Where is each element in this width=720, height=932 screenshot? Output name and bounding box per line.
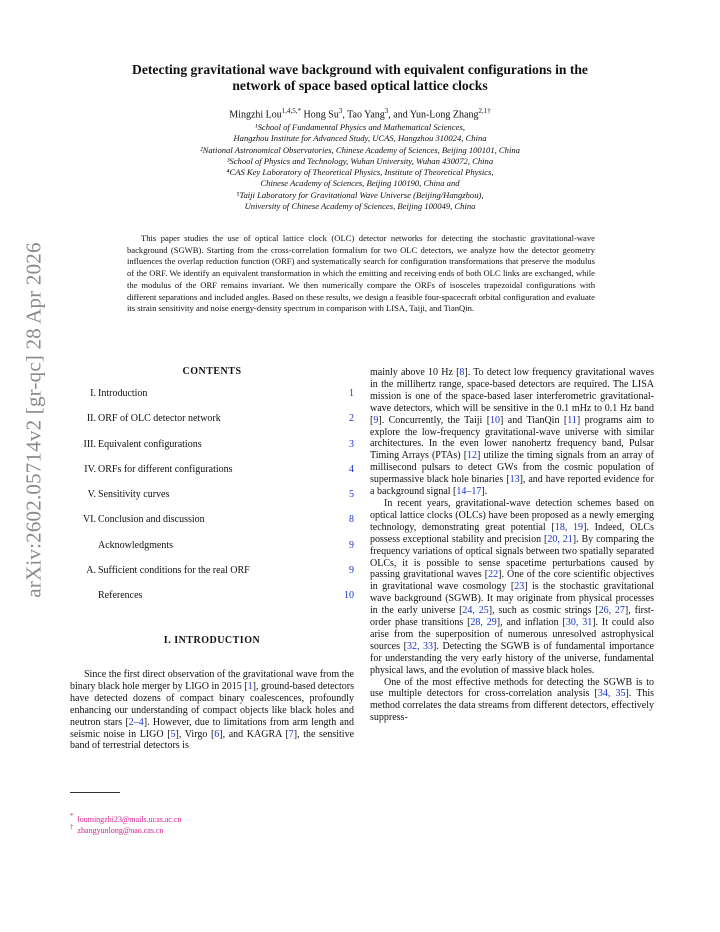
affiliation-line: ¹School of Fundamental Physics and Mathematical Sciences,: [255, 122, 465, 132]
email-link[interactable]: zhangyunlong@nao.cas.cn: [77, 826, 164, 835]
toc-number: IV.: [84, 463, 96, 475]
toc-entry-sensitivity-curves[interactable]: [70, 489, 354, 514]
toc-number: II.: [86, 413, 96, 425]
introduction-paragraph: mainly above 10 Hz [8]. To detect low frequency gravitational waves in the millihertz range, space-based detectors are required. The LISA mission is one of the space-based laser interferometric gravitational-wave detectors, which will be sensitive in the 0.1 mHz to 0.1 Hz band [9]. Concurrently, the Taiji [10] and TianQin [11] programs aim to explore the low-frequency gravitational-wave universe with similar architectures. In the even lower nanohertz frequency band, Pulsar Timing Arrays (PTAs) [12] utilize the timing signals from an array of millisecond pulsars to detect GWs from the cosmic population of supermassive black hole binaries [13], and have reported evidence for a background signal [14–17].: [370, 367, 655, 498]
introduction-paragraph: In recent years, gravitational-wave detection schemes based on optical lattice clocks (OLCs) have been proposed as a newly emerging technology, demonstrating great potential [18, 19]. Indeed, OLCs possess exceptional stability and precision [20, 21]. By comparing the frequency variations of optical signals between two spatially separated OLCs, it is possible to sense spacetime perturbations caused by passing gravitational waves [22]. One of the core scientific objectives in gravitational wave cosmology [23] is the stochastic gravitational wave background (SGWB). It may originate from physical processes in the early universe [24, 25], such as cosmic strings [26, 27], first-order phase transitions [28, 29], and inflation [30, 31]. It could also arise from the superposition of numerous unresolved astrophysical sources [32, 33]. Detecting the SGWB is of fundamental importance for understanding the very early history of the universe, fundamental physical laws, and the evolution of massive black holes.: [370, 497, 655, 676]
arxiv-sidebar: [14, 200, 54, 640]
section-heading-introduction: I. INTRODUCTION: [163, 635, 261, 646]
toc-number: VI.: [82, 514, 96, 526]
toc-entry-introduction[interactable]: [70, 388, 354, 413]
toc-page-link[interactable]: 5: [349, 489, 354, 501]
affiliation-marker: 3: [384, 107, 389, 115]
toc-entry-references[interactable]: [70, 590, 354, 615]
author-list: Mingzhi Lou$^{1,4,5,*}$ Hong Su$^3$, Tao Yang$^3$, and Yun-Long Zhang$^{2,1\dagger}$: [229, 107, 491, 121]
toc-label: ORF of OLC detector network: [98, 413, 221, 425]
affiliation-line: Chinese Academy of Sciences, Beijing 100190, China and: [260, 178, 460, 189]
citation-link[interactable]: 12: [467, 450, 478, 462]
toc-label: Sensitivity curves: [98, 489, 170, 501]
citation-link[interactable]: 34, 35: [597, 688, 626, 700]
paper-title-line-2: network of space based optical lattice clocks: [232, 78, 488, 93]
toc-label: References: [98, 590, 143, 602]
affiliation-line: Hangzhou Institute for Advanced Study, UCAS, Hangzhou 310024, China: [233, 133, 487, 144]
footnotes: [70, 814, 182, 836]
toc-number: A.: [86, 565, 96, 577]
paper-title-line-1: Detecting gravitational wave background with equivalent configurations in the: [132, 62, 588, 77]
citation-link[interactable]: 18, 19: [554, 521, 584, 533]
footnote-mark: *: [70, 812, 74, 821]
toc-label: Acknowledgments: [98, 539, 173, 551]
toc-entry-orfs-configurations[interactable]: [70, 464, 354, 489]
toc-number: III.: [83, 438, 96, 450]
toc-page-link[interactable]: 9: [349, 539, 354, 551]
abstract: This paper studies the use of optical lattice clock (OLC) detector networks for detecting the stochastic gravitational-wave background (SGWB). Starting from the cross-correlation formalism for two OLC detectors, we analyze how the detector geometry influences the overlap reduction function (ORF) and systematically search for configuration transformations that preserve the modulus of the ORF. We identify an equivalent transformation in which the emitting and receiving ends of both OLC links are exchanged, while the modulus of the ORF remains invariant. We then numerically compare the ORFs of isosceles trapezoidal configurations with different separations and included angles. Based on these results, we design a feasible four-spacecraft orbital configuration and evaluate its strain sensitivity and noise energy-density spectrum in comparison with LISA, Taiji, and TianQin.: [127, 233, 595, 314]
affiliation-line: ⁴CAS Key Laboratory of Theoretical Physics, Institute of Theoretical Physics,: [226, 167, 494, 178]
citation-link[interactable]: 5: [170, 728, 176, 740]
toc-entry-conclusion[interactable]: [70, 514, 354, 539]
footnote-email: [70, 825, 182, 836]
affiliation-line: ⁵Taiji Laboratory for Gravitational Wave Universe (Beijing/Hangzhou),: [236, 189, 484, 200]
toc-entry-orf[interactable]: [70, 413, 354, 438]
toc-number: V.: [87, 489, 96, 501]
citation-link[interactable]: 7: [288, 728, 294, 740]
toc-entry-acknowledgments[interactable]: [70, 540, 354, 565]
toc-label: ORFs for different configurations: [98, 463, 233, 475]
email-link[interactable]: loumingzhi23@mails.ucas.ac.cn: [77, 815, 182, 824]
citation-link[interactable]: 6: [214, 728, 220, 740]
toc-page-link[interactable]: 2: [349, 413, 354, 425]
citation-link[interactable]: 23: [514, 581, 525, 593]
toc-entry-appendix-a[interactable]: [70, 565, 354, 590]
citation-link[interactable]: 10: [490, 414, 501, 426]
affiliation-marker: 1,4,5,*: [281, 107, 302, 115]
toc-entry-equivalent-configurations[interactable]: [70, 439, 354, 464]
toc-page-link[interactable]: 1: [349, 388, 354, 399]
paper-title: [70, 62, 650, 94]
footnote-divider: [70, 792, 120, 793]
toc-page-link[interactable]: 8: [349, 514, 354, 526]
toc-label: Introduction: [98, 388, 148, 399]
right-column: [370, 367, 654, 724]
citation-link[interactable]: 20, 21: [547, 533, 573, 545]
affiliations: [90, 122, 630, 212]
citation-link[interactable]: 11: [567, 414, 577, 426]
affiliation-marker: 2,1†: [478, 107, 491, 115]
affiliation-line: University of Chinese Academy of Sciences, Beijing 100049, China: [244, 201, 476, 212]
citation-link[interactable]: 2–4: [128, 716, 144, 728]
citation-link[interactable]: 32, 33: [406, 640, 434, 652]
arxiv-identifier: arXiv:2602.05714v2 [gr-qc] 28 Apr 2026: [21, 242, 46, 598]
citation-link[interactable]: 8: [459, 367, 465, 378]
citation-link[interactable]: 9: [373, 414, 379, 426]
toc-page-link[interactable]: 4: [349, 463, 354, 475]
citation-link[interactable]: 28, 29: [470, 617, 497, 629]
toc-page-link[interactable]: 3: [349, 438, 354, 450]
table-of-contents: [70, 388, 354, 616]
affiliation-line: ³School of Physics and Technology, Wuhan University, Wuhan 430072, China: [226, 155, 494, 166]
citation-link[interactable]: 1: [247, 680, 253, 692]
citation-link[interactable]: 13: [509, 474, 520, 486]
footnote-email: [70, 814, 182, 825]
citation-link[interactable]: 24, 25: [462, 605, 489, 617]
citation-link[interactable]: 22: [488, 569, 499, 581]
introduction-paragraph: One of the most effective methods for detecting the SGWB is to use multiple detectors for cross-correlation analysis [34, 35]. This method correlates the data streams from different detectors, effectively suppress-: [370, 676, 654, 724]
toc-label: Equivalent configurations: [98, 438, 202, 450]
citation-link[interactable]: 30, 31: [565, 617, 593, 629]
affiliation-line: ²National Astronomical Observatories, Chinese Academy of Sciences, Beijing 100101, China: [200, 144, 520, 155]
toc-label: Sufficient conditions for the real ORF: [98, 565, 250, 577]
citation-link[interactable]: 14–17: [456, 486, 482, 498]
contents-heading: CONTENTS: [182, 366, 242, 377]
toc-number: I.: [90, 388, 96, 399]
citation-link[interactable]: 26, 27: [598, 605, 625, 617]
introduction-paragraph: Since the first direct observation of the gravitational wave from the binary black hole merger by LIGO in 2015 [1], ground-based detectors have detected dozens of compact binary coalescences, profoundly enhancing our understanding of compact objects like black holes and neutron stars [2–4]. However, due to limitations from arm length and seismic noise in LIGO [5], Virgo [6], and KAGRA [7], the sensitive band of terrestrial detectors is: [70, 669, 355, 752]
toc-page-link[interactable]: 10: [344, 590, 354, 602]
toc-page-link[interactable]: 9: [349, 565, 354, 577]
affiliation-marker: 3: [338, 107, 343, 115]
toc-label: Conclusion and discussion: [98, 514, 205, 526]
footnote-mark: †: [70, 823, 74, 832]
